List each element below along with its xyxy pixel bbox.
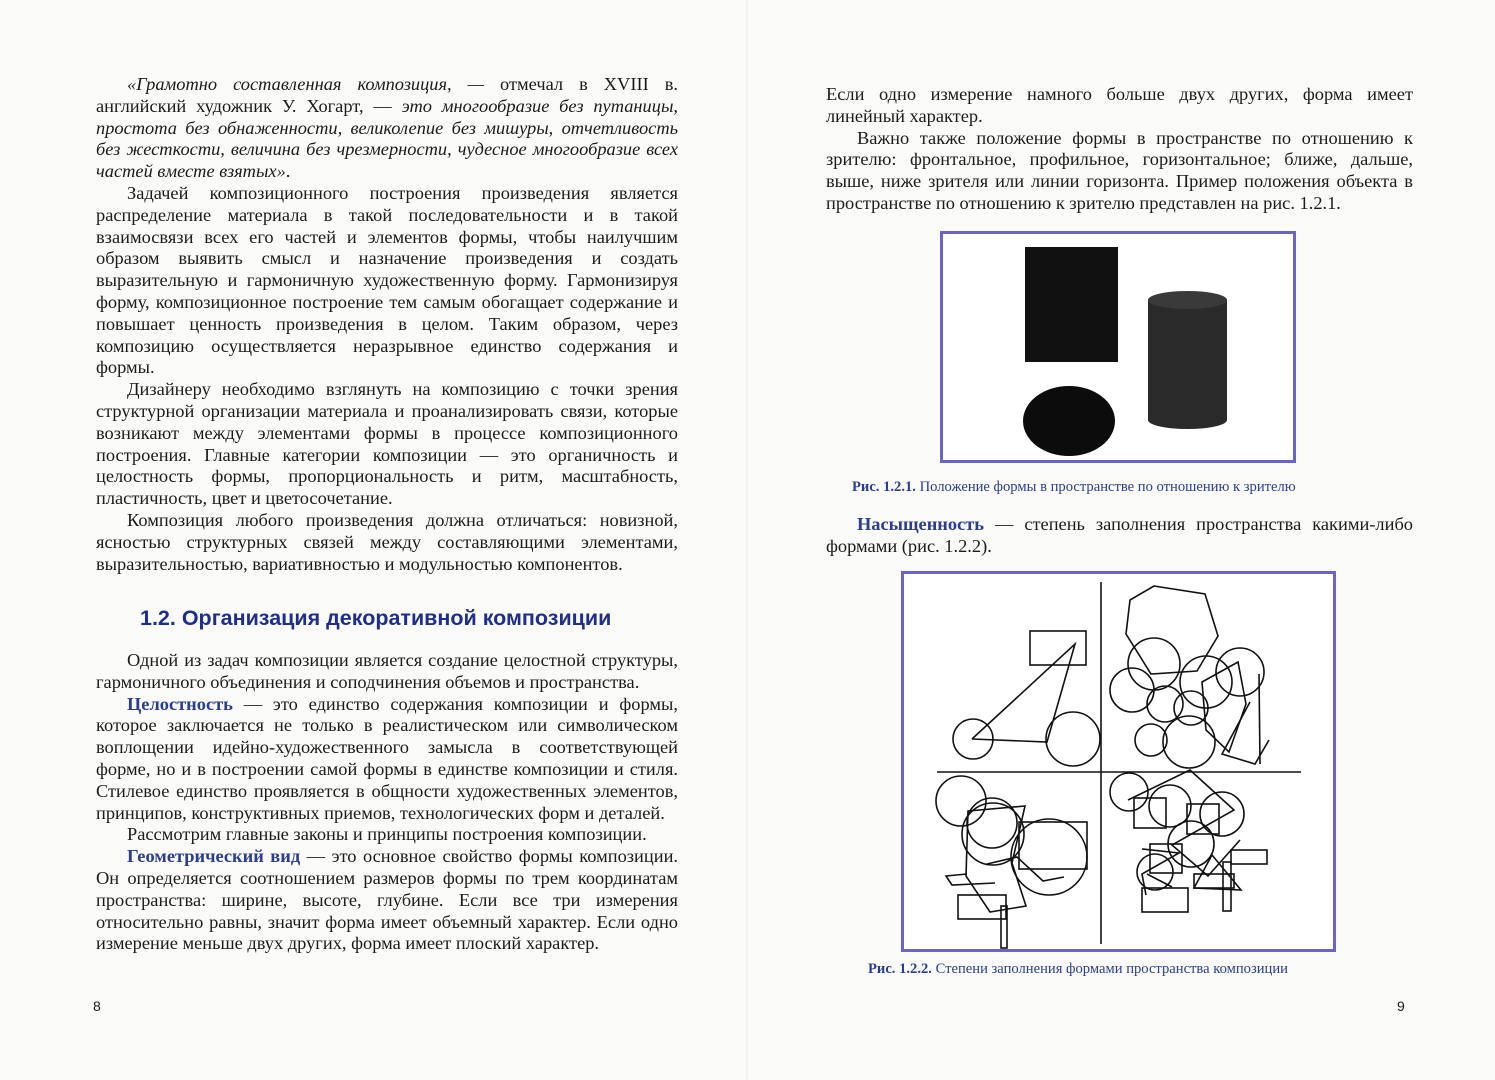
- paragraph-text: Рассмотрим главные законы и принципы построения композиции.: [127, 824, 647, 845]
- quadrant-top-right: [1110, 586, 1269, 768]
- paragraph: [826, 514, 1413, 558]
- paragraph-text: отмечал в XVIII в. английский художник У. Хогарт, —: [96, 74, 678, 116]
- paragraph-text: Важно также положение формы в пространстве по отношению к зрителю: фронтальное, профильное, горизонтальное; ближе, дальше, выше, ниже зрителя или линии горизонта. Пример положения объекта в пространстве по отношению к зрителю представлен на рис. 1.2.1.: [826, 127, 1413, 213]
- paragraph: [826, 84, 1413, 128]
- figure-1-2-2-caption: [868, 961, 1288, 978]
- paragraph-text: — это основное свойство формы композиции. Он определяется соотношением размеров формы по трем координатам пространства: ширине, высоте, глубине. Если все три измерения относительно равны, значит форма имеет объемный характер. Если одно измерение меньше двух других, форма имеет плоский характер.: [96, 846, 679, 954]
- figure-1-2-1-drawing: [943, 234, 1293, 460]
- paragraph: [96, 824, 678, 846]
- quote-text: «Грамотно составленная композиция, —: [127, 74, 500, 94]
- paragraph-text: .: [285, 161, 291, 182]
- paragraph: [826, 128, 1413, 215]
- figure-1-2-2-caption-text: Степени заполнения формами пространства композиции: [931, 961, 1288, 977]
- figure-1-2-2: [901, 571, 1336, 952]
- paragraph: [96, 183, 678, 379]
- left-body-text-bottom: [96, 650, 678, 955]
- quadrant-top-left: [953, 631, 1100, 766]
- quadrant-bottom-left: [936, 776, 1087, 948]
- paragraph-text: Одной из задач композиции является создание целостной структуры, гармоничного объединения и соподчинения объемов и пространства.: [96, 650, 678, 692]
- figure-1-2-2-caption-label: Рис. 1.2.2.: [868, 961, 932, 977]
- paragraph: [96, 74, 678, 183]
- term-highlight: Геометрический вид: [127, 846, 301, 867]
- paragraph-text: Композиция любого произведения должна отличаться: новизной, ясностью структурных связей между составляющими элементами, выразительностью, вариативностью и модульностью компонентов.: [96, 509, 678, 574]
- paragraph: [96, 650, 678, 694]
- paragraph-text: Задачей композиционного построения произведения является распределение материала в такой последовательности и в такой взаимосвязи всех его частей и элементов формы, чтобы наилучшим образом выявить смысл и назначение произведения и создать выразительную и гармоничную художественную форму. Гармонизируя форму, композиционное построение тем самым обогащает содержание и повышает ценность произведения в целом. Таким образом, через композицию осуществляется неразрывное единство содержания и формы.: [96, 182, 678, 378]
- right-page: [747, 0, 1495, 1080]
- left-body-text-top: [96, 74, 678, 575]
- section-heading: 1.2. Организация декоративной композиции: [140, 606, 612, 630]
- figure-1-2-1-caption: [852, 479, 1296, 496]
- paragraph-text: — это единство содержания композиции и формы, которое заключается не только в реалистическом или символическом воплощении идейно-художественного замысла в соответствующей форме, но и в построении самой формы в единстве композиции и стиля. Стилевое единство проявляется в общности художественных элементов, принципов, конструктивных приемов, технологических форм и деталей.: [96, 693, 678, 823]
- paragraph: [96, 510, 678, 575]
- page-number-right: 9: [1397, 998, 1405, 1014]
- figure-1-2-2-drawing: [904, 574, 1333, 949]
- term-highlight: Насыщенность: [857, 514, 985, 534]
- figure-1-2-1-caption-text: Положение формы в пространстве по отношению к зрителю: [915, 479, 1296, 495]
- ellipse-shape: [1023, 386, 1115, 456]
- rectangle-shape: [1025, 247, 1118, 362]
- right-body-text-bottom: [826, 514, 1413, 558]
- figure-1-2-1: [940, 231, 1296, 463]
- paragraph: [96, 694, 678, 825]
- page-number-left: 8: [93, 998, 101, 1014]
- quote-text: это многообразие без путаницы, простота без обнаженности, великолепие без мишуры, отчетливость без жесткости, величина без чрезмерности, чудесное многообразие всех частей вместе взятых»: [96, 95, 678, 182]
- paragraph: [96, 846, 678, 955]
- term-highlight: Целостность: [127, 693, 233, 714]
- paragraph-text: Дизайнеру необходимо взглянуть на композицию с точки зрения структурной организации материала и проанализировать связи, которые возникают между элементами формы в процессе композиционного построения. Главные категории композиции — это органичность и целостность формы, пропорциональность и ритм, масштабность, пластичность, цвет и цветосочетание.: [96, 379, 678, 509]
- paragraph-text: Если одно измерение намного больше двух других, форма имеет линейный характер.: [826, 84, 1413, 126]
- cylinder-shape: [1148, 291, 1227, 429]
- quadrant-bottom-right: [1110, 770, 1267, 912]
- paragraph: [96, 379, 678, 510]
- left-page: [0, 0, 747, 1080]
- right-body-text-top: [826, 84, 1413, 215]
- paragraph-text: — степень заполнения пространства какими-либо формами (рис. 1.2.2).: [826, 514, 1413, 556]
- figure-1-2-1-caption-label: Рис. 1.2.1.: [852, 479, 916, 495]
